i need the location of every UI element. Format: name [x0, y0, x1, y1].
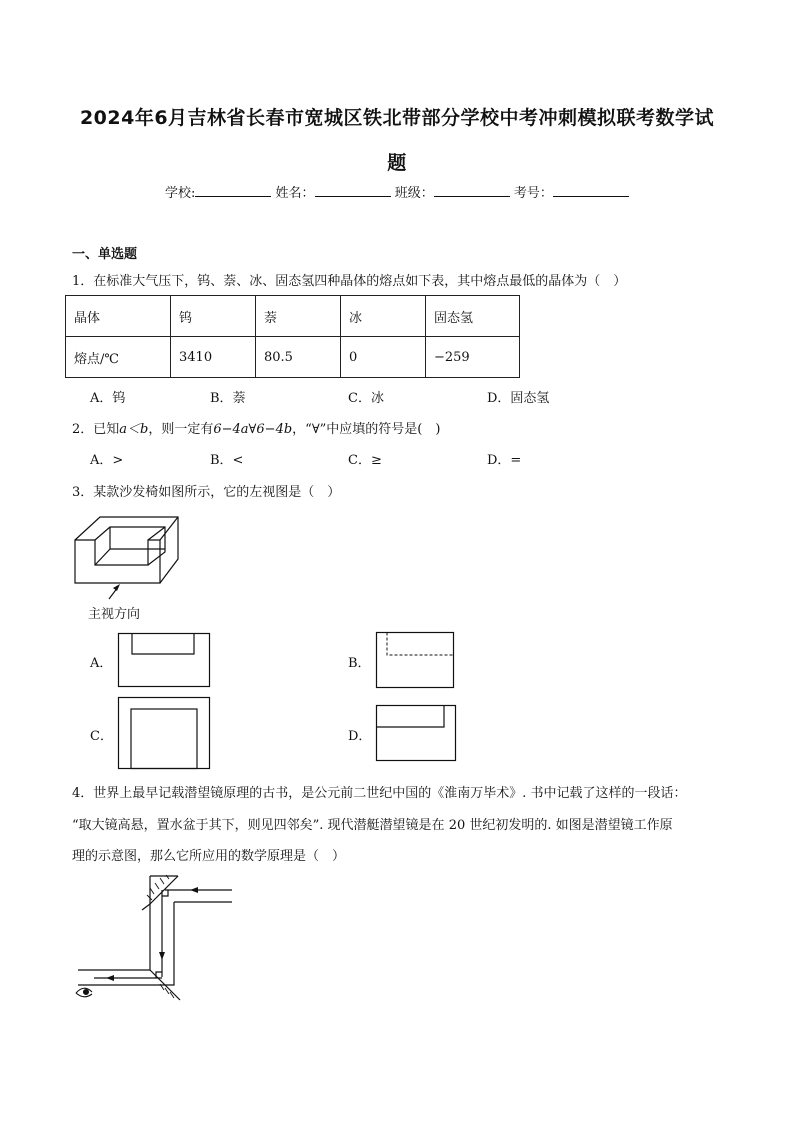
school-label: 学校: [165, 186, 196, 201]
q3-option-b-label[interactable]: B． [348, 656, 371, 671]
q2-condition: a＜b [119, 422, 149, 437]
q3-option-b-figure[interactable] [376, 632, 454, 688]
table-row [66, 337, 520, 378]
view-direction-label: 主视方向 [88, 607, 141, 622]
eye-icon [76, 988, 92, 997]
q4-stem-line1: 4．世界上最早记载潜望镜原理的古书，是公元前二世纪中国的《淮南万毕术》. 书中记载了这样的一段话： [72, 786, 687, 801]
table-row [66, 296, 520, 337]
table-cell: −259 [426, 337, 520, 378]
school-blank[interactable] [195, 184, 271, 197]
q2-option-a[interactable]: A．> [90, 453, 124, 468]
table-cell: 晶体 [66, 296, 171, 337]
table-cell: 0 [341, 337, 426, 378]
q2-stem-suffix: ，“∀”中应填的符号是( ) [292, 422, 441, 437]
q1-stem: 1．在标准大气压下，钨、萘、冰、固态氢四种晶体的熔点如下表，其中熔点最低的晶体为（ ） [72, 274, 627, 289]
q4-stem-line2: “取大镜高悬，置水盆于其下，则见四邻矣”. 现代潜艇潜望镜是在 20 世纪初发明的. 如图是潜望镜工作原 [72, 818, 673, 833]
name-blank[interactable] [315, 184, 391, 197]
table-cell: 固态氢 [426, 296, 520, 337]
name-label: 姓名： [275, 186, 315, 201]
q2-option-c[interactable]: C．≥ [348, 453, 382, 468]
table-cell: 3410 [171, 337, 256, 378]
q2-option-d[interactable]: D．= [487, 453, 522, 468]
table-cell: 萘 [256, 296, 341, 337]
q2-expression: 6−4a∀6−4b [213, 422, 293, 437]
q3-option-d-label[interactable]: D． [348, 729, 372, 744]
q2-option-b[interactable]: B．< [210, 453, 244, 468]
q3-option-a-label[interactable]: A． [90, 656, 113, 671]
q1-option-b[interactable]: B．萘 [210, 391, 246, 406]
q1-option-d[interactable]: D．固态氢 [487, 391, 550, 406]
q2-stem-mid: ，则一定有 [148, 422, 214, 437]
q1-option-a[interactable]: A．钨 [90, 391, 126, 406]
light-arrow-icon [190, 887, 198, 893]
table-cell: 80.5 [256, 337, 341, 378]
exam-no-blank[interactable] [553, 184, 629, 197]
student-info-line [165, 182, 629, 201]
class-blank[interactable] [434, 184, 510, 197]
light-arrow-icon [106, 975, 114, 981]
table-cell: 冰 [341, 296, 426, 337]
q3-option-d-figure[interactable] [376, 705, 456, 761]
page-title-continued: 题 [387, 152, 407, 174]
q4-stem-line3: 理的示意图，那么它所应用的数学原理是（ ） [72, 849, 346, 864]
q2-stem-prefix: 2．已知 [72, 422, 120, 437]
page-title: 2024年6月吉林省长春市宽城区铁北带部分学校中考冲刺模拟联考数学试 [79, 107, 715, 129]
q3-option-c-label[interactable]: C． [90, 729, 113, 744]
class-label: 班级： [394, 186, 434, 201]
table-cell: 熔点/℃ [66, 337, 171, 378]
q3-option-a-figure[interactable] [118, 633, 210, 687]
section-heading: 一、单选题 [72, 247, 138, 262]
periscope-figure [72, 870, 242, 1010]
sofa-chair-figure [70, 507, 180, 602]
table-cell: 钨 [171, 296, 256, 337]
exam-no-label: 考号： [513, 186, 553, 201]
light-arrow-icon [159, 952, 165, 960]
q3-stem: 3．某款沙发椅如图所示，它的左视图是（ ） [72, 485, 341, 500]
q3-option-c-figure[interactable] [118, 697, 210, 769]
q1-option-c[interactable]: C．冰 [348, 391, 384, 406]
melting-point-table [65, 295, 520, 378]
q2-stem [72, 418, 440, 437]
